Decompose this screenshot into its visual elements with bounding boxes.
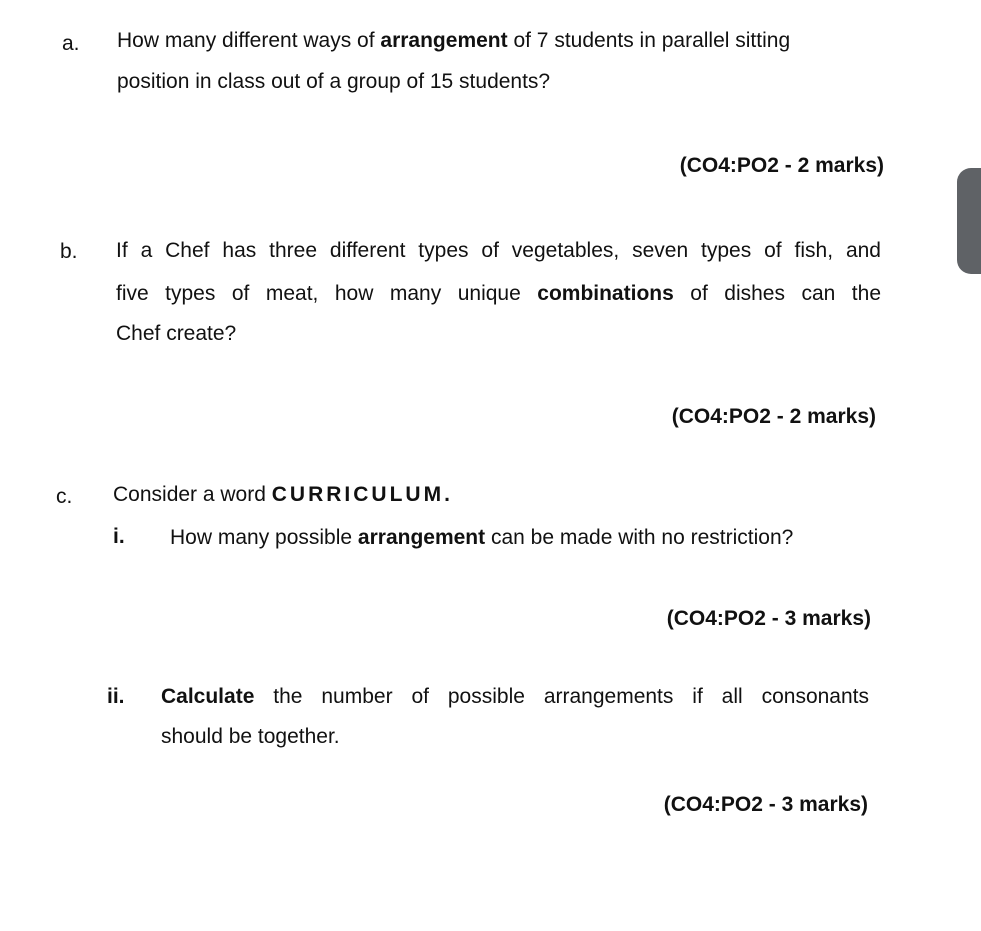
question-a-line-1: How many different ways of arrangement of 7 students in parallel sitting: [117, 29, 791, 52]
question-c-ii-label: ii.: [107, 685, 125, 708]
question-c-intro: Consider a word CURRICULUM.: [113, 483, 450, 506]
question-c-ii-line-1: Calculate the number of possible arrangements if all consonants: [161, 685, 869, 708]
question-a-label: a.: [62, 32, 80, 55]
question-b-label: b.: [60, 240, 78, 263]
question-b-marks: (CO4:PO2 - 2 marks): [671, 405, 876, 428]
question-c-label: c.: [56, 485, 73, 508]
question-b-line-3: Chef create?: [116, 322, 237, 345]
question-c-i-marks: (CO4:PO2 - 3 marks): [666, 607, 871, 630]
question-a-marks: (CO4:PO2 - 2 marks): [679, 154, 884, 177]
question-c-i-text: How many possible arrangement can be made with no restriction?: [170, 526, 794, 549]
question-c-i-label: i.: [113, 525, 125, 548]
question-a-line-2: position in class out of a group of 15 students?: [117, 70, 551, 93]
question-c-ii-marks: (CO4:PO2 - 3 marks): [663, 793, 868, 816]
word-curriculum: CURRICULUM: [271, 483, 445, 506]
question-c-ii-line-2: should be together.: [161, 725, 340, 748]
question-b-line-1: If a Chef has three different types of vegetables, seven types of fish, and: [116, 239, 881, 262]
side-scroll-handle[interactable]: [957, 168, 981, 274]
question-b-line-2: five types of meat, how many unique combinations of dishes can the: [116, 282, 882, 305]
